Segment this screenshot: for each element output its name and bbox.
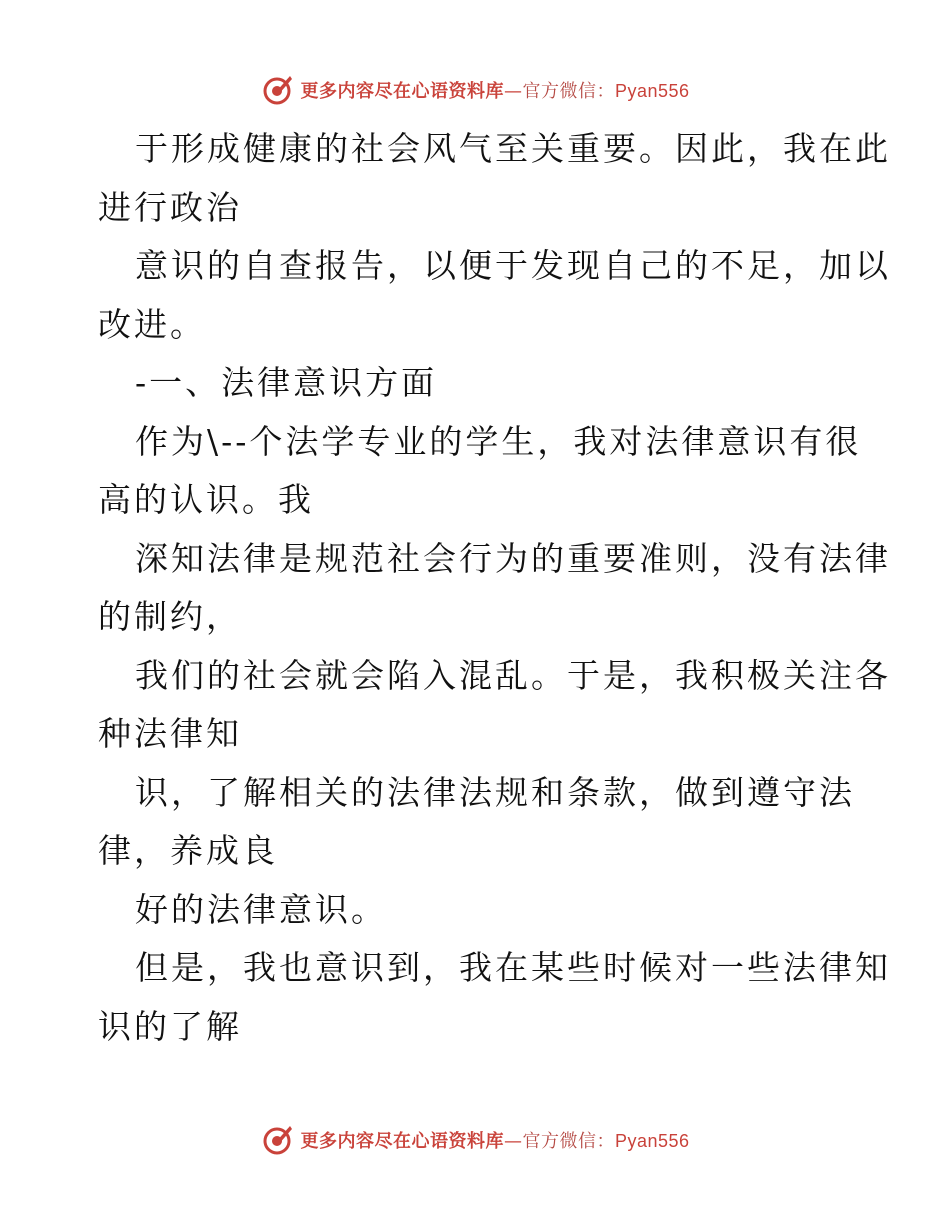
banner-official-label: 官方微信： (522, 81, 615, 102)
banner-wechat-id: Pyan556 (614, 81, 690, 101)
text-line: -一、法律意识方面 (135, 363, 438, 402)
text-line: 但是，我也意识到，我在某些时候对一些法律知 (135, 948, 891, 987)
text-line: 改进。 (98, 304, 206, 344)
banner-dash: — (503, 81, 523, 102)
banner-dash: — (503, 1131, 523, 1152)
quill-logo-icon (260, 1123, 294, 1157)
header-banner (0, 70, 950, 110)
banner-wechat-id: Pyan556 (614, 1131, 690, 1151)
text-line: 识，了解相关的法律法规和条款，做到遵守法 (135, 772, 855, 812)
text-line: 种法律知 (98, 714, 242, 753)
text-line: 作为\--个法学专业的学生，我对法律意识有很 (135, 421, 862, 461)
banner-text (300, 1127, 689, 1153)
text-line: 深知法律是规范社会行为的重要准则，没有法律 (135, 538, 891, 578)
banner-main-text: 更多内容尽在心语资料库 (300, 81, 504, 102)
quill-logo-icon (260, 73, 294, 107)
banner-text (300, 77, 689, 103)
footer-banner (0, 1120, 950, 1160)
text-line: 好的法律意识。 (135, 889, 387, 929)
text-line: 律，养成良 (98, 831, 278, 870)
banner-main-text: 更多内容尽在心语资料库 (300, 1131, 504, 1152)
text-line: 进行政治 (98, 187, 242, 227)
text-line: 高的认识。我 (98, 480, 314, 519)
text-line: 于形成健康的社会风气至关重要。因此，我在此 (135, 129, 891, 168)
text-line: 的制约， (98, 597, 242, 636)
text-line: 意识的自查报告，以便于发现自己的不足，加以 (135, 246, 891, 285)
document-body (98, 120, 891, 1056)
banner-official-label: 官方微信： (522, 1131, 615, 1152)
text-line: 我们的社会就会陷入混乱。于是，我积极关注各 (135, 655, 891, 695)
text-line: 识的了解 (98, 1006, 242, 1046)
